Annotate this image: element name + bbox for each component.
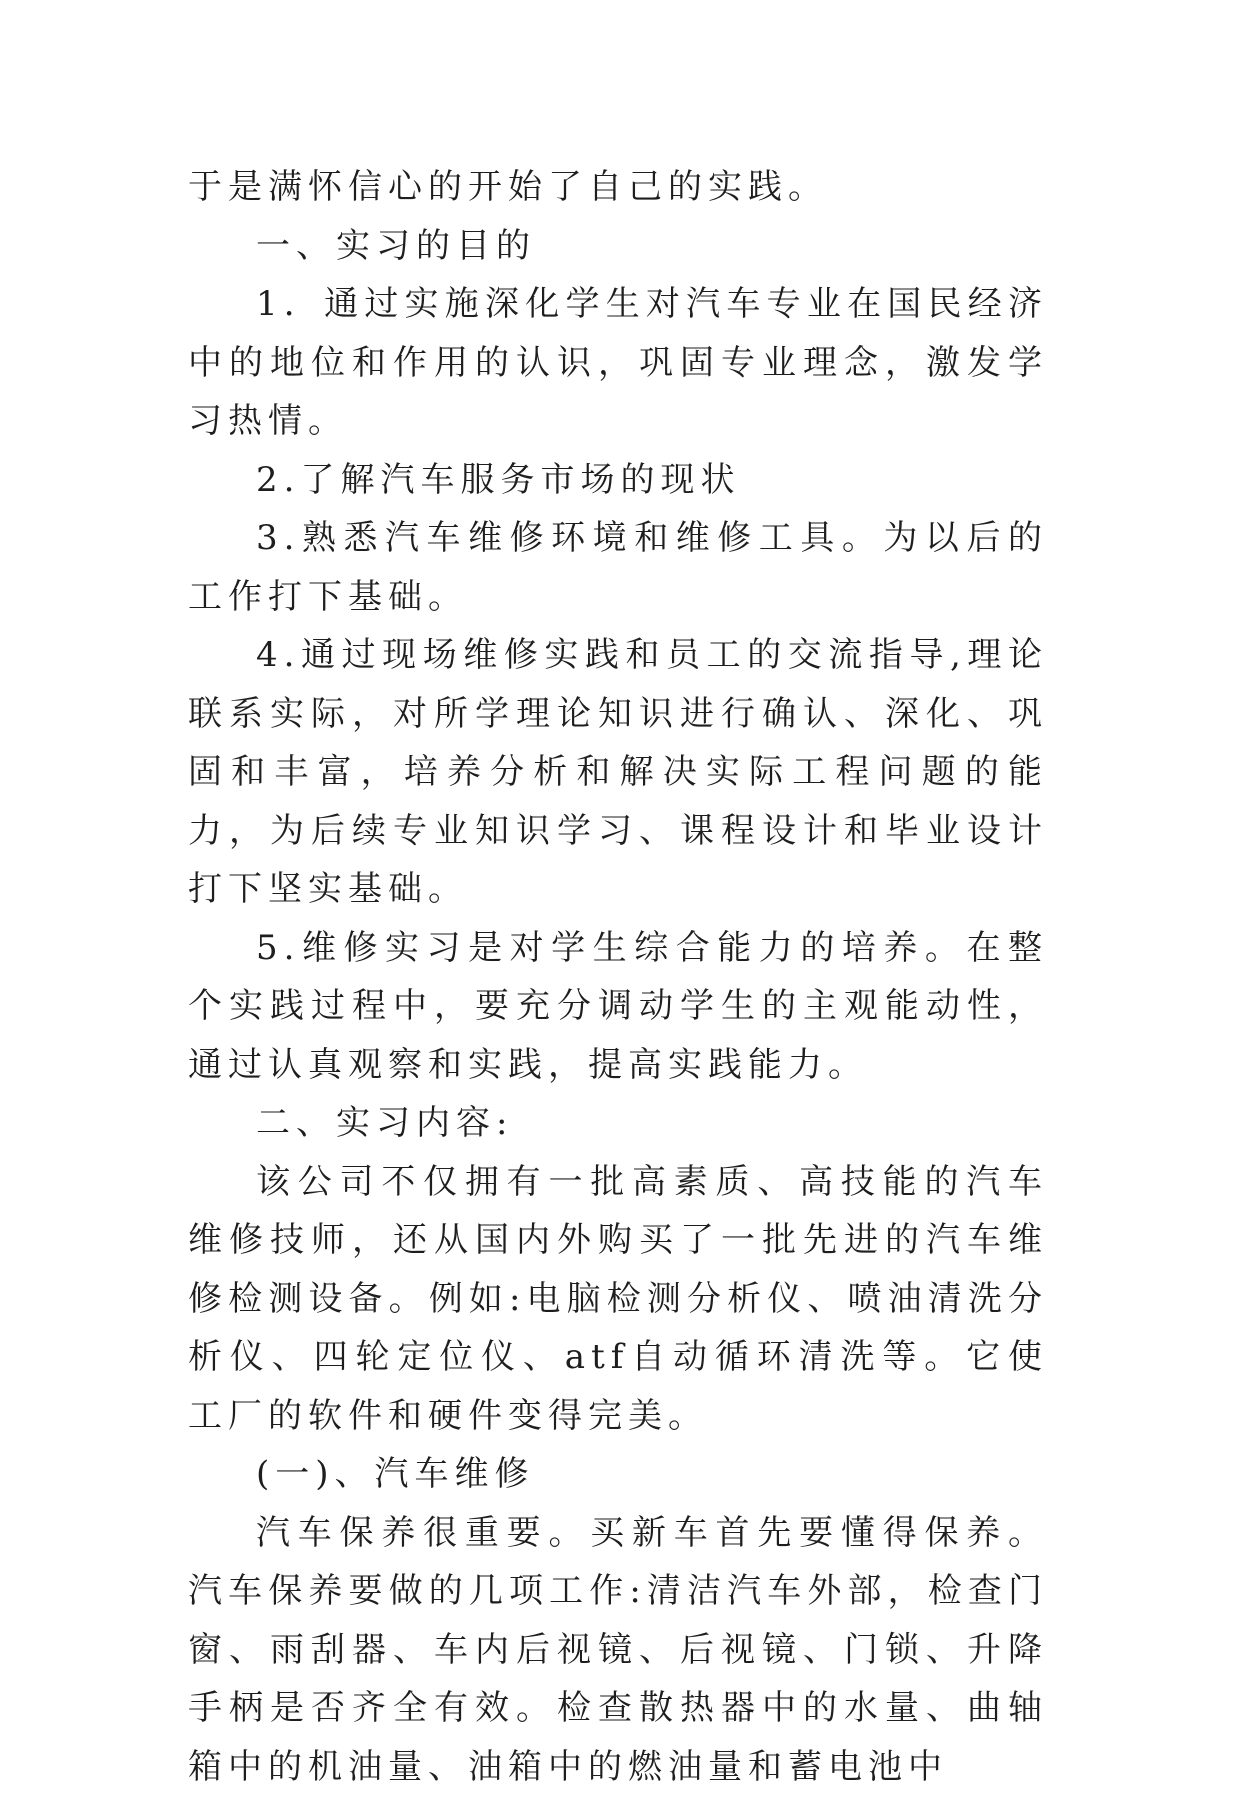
- section-heading-purpose: 一、实习的目的: [188, 217, 1048, 276]
- purpose-item-3: 3.熟悉汽车维修环境和维修工具。为以后的工作打下基础。: [188, 509, 1048, 626]
- company-paragraph: 该公司不仅拥有一批高素质、高技能的汽车维修技师，还从国内外购买了一批先进的汽车维修检测设备。例如:电脑检测分析仪、喷油清洗分析仪、四轮定位仪、atf自动循环清洗等。它使工厂的软件和硬件变得完美。: [188, 1153, 1048, 1446]
- purpose-item-5: 5.维修实习是对学生综合能力的培养。在整个实践过程中，要充分调动学生的主观能动性，通过认真观察和实践，提高实践能力。: [188, 919, 1048, 1095]
- purpose-item-1: 1．通过实施深化学生对汽车专业在国民经济中的地位和作用的认识，巩固专业理念，激发学习热情。: [188, 275, 1048, 451]
- document-body: [188, 158, 1048, 1796]
- section-heading-content: 二、实习内容:: [188, 1094, 1048, 1153]
- paragraph-continuation: 于是满怀信心的开始了自己的实践。: [188, 158, 1048, 217]
- purpose-item-4: 4.通过现场维修实践和员工的交流指导,理论联系实际，对所学理论知识进行确认、深化、巩固和丰富，培养分析和解决实际工程问题的能力，为后续专业知识学习、课程设计和毕业设计打下坚实基础。: [188, 626, 1048, 919]
- purpose-item-2: 2.了解汽车服务市场的现状: [188, 451, 1048, 510]
- subsection-heading-repair: (一)、汽车维修: [188, 1445, 1048, 1504]
- maintenance-paragraph: 汽车保养很重要。买新车首先要懂得保养。汽车保养要做的几项工作:清洁汽车外部，检查门窗、雨刮器、车内后视镜、后视镜、门锁、升降手柄是否齐全有效。检查散热器中的水量、曲轴箱中的机油量、油箱中的燃油量和蓄电池中: [188, 1504, 1048, 1796]
